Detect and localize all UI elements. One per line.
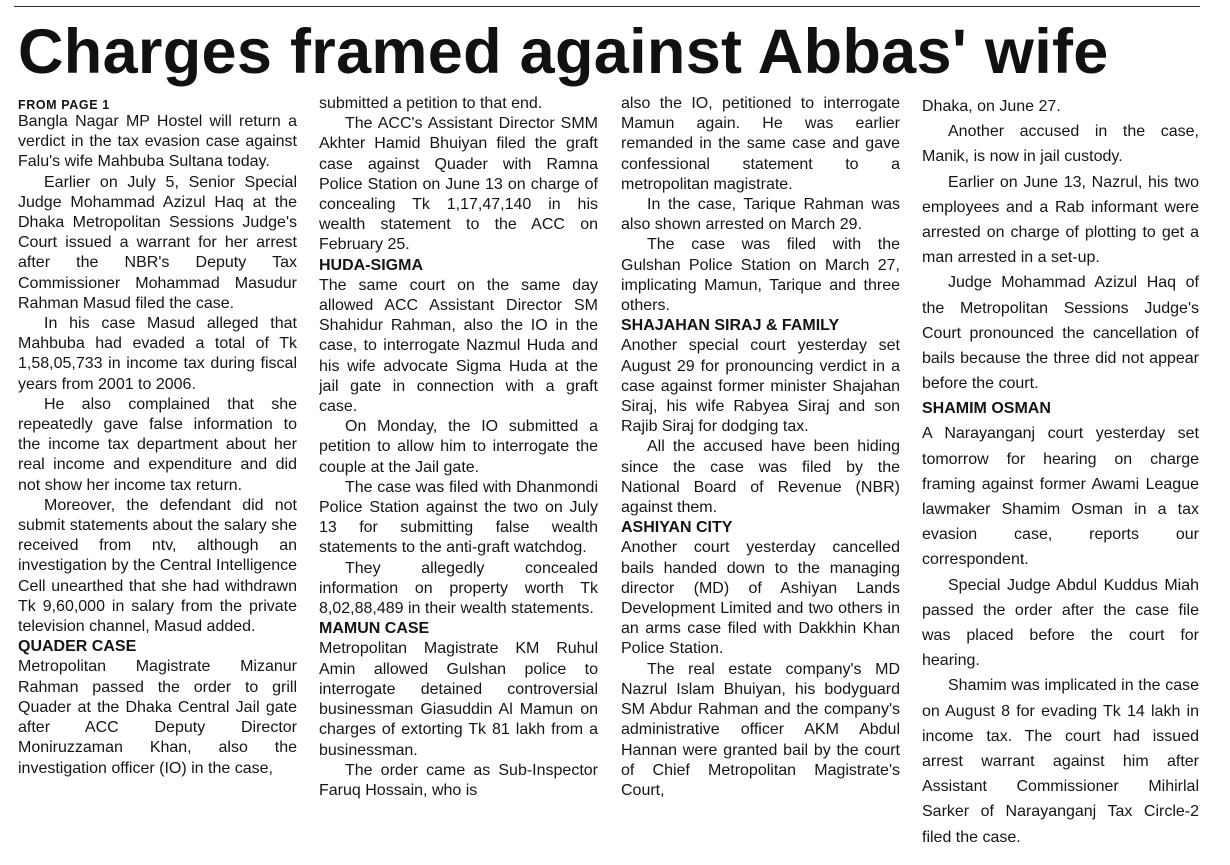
article-paragraph: On Monday, the IO submitted a petition to allow him to interrogate the couple at the Jail gate. <box>319 418 598 476</box>
article-paragraph: Judge Mohammad Azizul Haq of the Metropolitan Sessions Judge's Court pronounced the cancellation of bails because the three did not appear before the court. <box>922 274 1199 393</box>
article-column-4 <box>922 94 1199 861</box>
page-reference-kicker: FROM PAGE 1 <box>18 98 110 112</box>
article-paragraph: The ACC's Assistant Director SMM Akhter Hamid Bhuiyan filed the graft case against Quader with Ramna Police Station on June 13 on charge of concealing Tk 1,17,47,140 in his wealth statement to the ACC on February 25. <box>319 115 598 254</box>
article-paragraph: Metropolitan Magistrate Mizanur Rahman passed the order to grill Quader at the Dhaka Central Jail gate after ACC Deputy Director Moniruzzaman Khan, also the investigation officer (IO) in the case, <box>18 658 297 777</box>
article-paragraph: Special Judge Abdul Kuddus Miah passed the order after the case file was placed before the court for hearing. <box>922 576 1199 670</box>
section-subhead: QUADER CASE <box>18 638 137 656</box>
article-paragraph: Shamim was implicated in the case on August 8 for evading Tk 14 lakh in income tax. The court had issued arrest warrant against him after Assistant Commissioner Mihirlal Sarker of Narayanganj Tax Circle-2 filed the case. <box>922 677 1199 846</box>
section-subhead: SHAJAHAN SIRAJ & FAMILY <box>621 317 840 335</box>
article-paragraph: In the case, Tarique Rahman was also shown arrested on March 29. <box>621 196 900 234</box>
section-subhead: MAMUN CASE <box>319 620 430 638</box>
article-paragraph: The case was filed with Dhanmondi Police Station against the two on July 13 for submitting false wealth statements to the anti-graft watchdog. <box>319 478 598 557</box>
article-paragraph: They allegedly concealed information on property worth Tk 8,02,88,489 in their wealth statements. <box>319 559 598 618</box>
article-paragraph: Another special court yesterday set August 29 for pronouncing verdict in a case against former minister Shajahan Siraj, his wife Rabyea Siraj and son Rajib Siraj for dodging tax. <box>621 337 900 436</box>
article-column-2 <box>319 94 598 861</box>
article-paragraph: Another court yesterday cancelled bails handed down to the managing director (MD) of Ashiyan Lands Development Limited and two others in an arms case filed with Dakkhin Khan Police Station. <box>621 539 900 658</box>
top-rule <box>14 6 1200 7</box>
article-paragraph: He also complained that she repeatedly gave false information to the income tax department about her real income and expenditure and did not show her income tax return. <box>18 395 297 494</box>
section-subhead: ASHIYAN CITY <box>621 519 733 537</box>
headline: Charges framed against Abbas' wife <box>18 17 1109 87</box>
article-paragraph: also the IO, petitioned to interrogate Mamun again. He was earlier remanded in the same case and gave confessional statement to a metropolitan magistrate. <box>621 95 900 193</box>
article-paragraph: Earlier on July 5, Senior Special Judge Mohammad Azizul Haq at the Dhaka Metropolitan Sessions Judge's Court issued a warrant for her arrest after the NBR's Deputy Tax Commissioner Mohammad Masudur Rahman Masud filed the case. <box>18 173 297 312</box>
section-subhead: SHAMIM OSMAN <box>922 400 1051 418</box>
article-paragraph: The same court on the same day allowed ACC Assistant Director SM Shahidur Rahman, also the IO in the case, to interrogate Nazmul Huda and his wife advocate Sigma Huda at the jail gate in connection with a graft case. <box>319 276 598 416</box>
article-paragraph: submitted a petition to that end. <box>319 95 543 112</box>
article-paragraph: All the accused have been hiding since the case was filed by the National Board of Revenue (NBR) against them. <box>621 438 900 517</box>
article-paragraph: The real estate company's MD Nazrul Islam Bhuiyan, his bodyguard SM Abdur Rahman and the company's administrative officer AKM Abdul Hannan were granted bail by the court of Chief Metropolitan Magistrate's Court, <box>621 660 900 799</box>
article-paragraph: Dhaka, on June 27. <box>922 98 1061 115</box>
section-subhead: HUDA-SIGMA <box>319 256 423 274</box>
article-column-1 <box>18 98 297 865</box>
article-column-3 <box>621 94 900 861</box>
article-paragraph: Bangla Nagar MP Hostel will return a verdict in the tax evasion case against Falu's wife Mahbuba Sultana today. <box>18 113 297 171</box>
article-paragraph: In his case Masud alleged that Mahbuba had evaded a total of Tk 1,58,05,733 in income tax during fiscal years from 2001 to 2006. <box>18 315 297 393</box>
article-paragraph: The case was filed with the Gulshan Police Station on March 27, implicating Mamun, Tarique and three others. <box>621 236 900 315</box>
article-body <box>18 95 1208 865</box>
article-paragraph: Moreover, the defendant did not submit statements about the salary she received from ntv, although an investigation by the Central Intelligence Cell unearthed that she had withdrawn Tk 9,60,000 in salary from the private television channel, Masud added. <box>18 496 297 636</box>
article-paragraph: Another accused in the case, Manik, is now in jail custody. <box>922 123 1199 166</box>
article-paragraph: The order came as Sub-Inspector Faruq Hossain, who is <box>319 761 598 799</box>
article-paragraph: Earlier on June 13, Nazrul, his two employees and a Rab informant were arrested on charge of plotting to get a man arrested in a set-up. <box>922 173 1199 267</box>
article-paragraph: Metropolitan Magistrate KM Ruhul Amin allowed Gulshan police to interrogate detained controversial businessman Giasuddin Al Mamun on charges of extorting Tk 81 lakh from a businessman. <box>319 640 598 759</box>
article-paragraph: A Narayanganj court yesterday set tomorrow for hearing on charge framing against former Awami League lawmaker Shamim Osman in a tax evasion case, reports our correspondent. <box>922 425 1199 569</box>
